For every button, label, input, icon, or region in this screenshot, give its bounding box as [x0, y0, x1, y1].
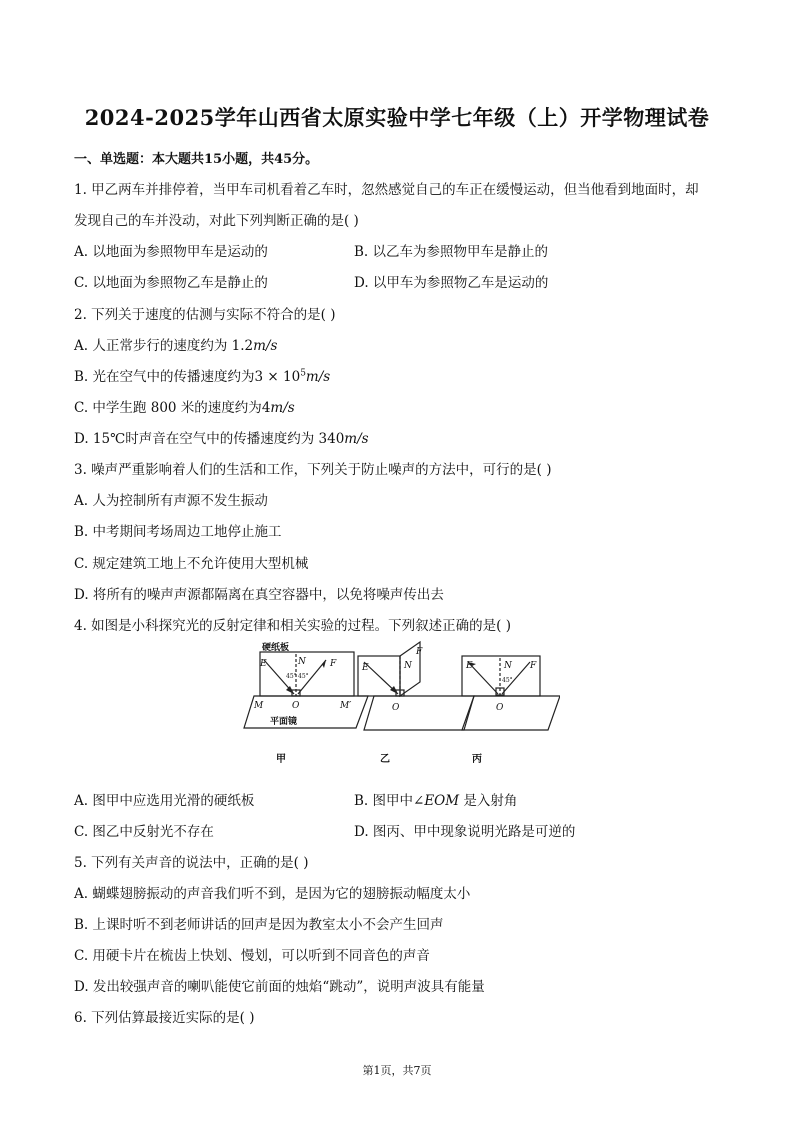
q2-b-unit: m/s	[305, 369, 331, 385]
caption-jia: 甲	[276, 754, 286, 765]
q3-option-a: A. 人为控制所有声源不发生振动	[74, 493, 268, 509]
q5-option-d: D. 发出较强声音的喇叭能使它前面的烛焰“跳动”，说明声波具有能量	[74, 979, 485, 995]
q2-d-unit: m/s	[344, 431, 369, 447]
yi-label-f: F	[416, 647, 423, 657]
q2-a-unit: m/s	[253, 338, 278, 354]
jia-label-e: E	[260, 659, 267, 669]
jia-angle-left: 45°	[286, 673, 297, 680]
q2-option-a	[74, 334, 277, 354]
q4-option-b	[354, 789, 517, 809]
q2-c-text: C. 中学生跑	[74, 400, 147, 416]
q2-option-c	[74, 396, 295, 416]
q4-b-tail: 是入射角	[463, 793, 518, 809]
q1-stem-line2: 发现自己的车并没动，对此下列判断正确的是( )	[74, 213, 359, 229]
bing-label-n: N	[504, 661, 512, 671]
jia-label-f: F	[330, 659, 337, 669]
q2-b-exponent: 5	[300, 368, 306, 379]
label-board: 硬纸板	[262, 643, 290, 653]
bing-label-f: F	[530, 661, 537, 671]
q2-c-mid: 米的速度约为	[180, 400, 262, 416]
q2-b-value: 3 × 10	[254, 369, 301, 385]
jia-label-o: O	[292, 701, 300, 711]
yi-label-n: N	[404, 661, 412, 671]
q2-stem: 2. 下列关于速度的估测与实际不符合的是( )	[74, 307, 336, 323]
reflection-experiment-figure	[240, 638, 560, 770]
q2-c-unit: m/s	[270, 400, 295, 416]
page-footer: 第1页，共7页	[362, 1064, 432, 1077]
jia-label-m2: M′	[340, 701, 352, 711]
q4-option-c: C. 图乙中反射光不存在	[74, 824, 214, 840]
q1-option-a: A. 以地面为参照物甲车是运动的	[74, 244, 268, 260]
q2-c-value: 4	[261, 400, 271, 416]
q2-option-d	[74, 427, 369, 447]
yi-label-o: O	[392, 703, 400, 713]
bing-label-o: O	[496, 703, 504, 713]
yi-mirror	[364, 696, 474, 730]
q4-option-a: A. 图甲中应选用光滑的硬纸板	[74, 793, 255, 809]
section-heading: 一、单选题：本大题共15小题，共45分。	[74, 152, 319, 167]
q3-option-d: D. 将所有的噪声声源都隔离在真空容器中，以免将噪声传出去	[74, 587, 444, 603]
q1-option-c: C. 以地面为参照物乙车是静止的	[74, 275, 268, 291]
q4-stem: 4. 如图是小科探究光的反射定律和相关实验的过程。下列叙述正确的是( )	[74, 618, 511, 634]
jia-arrow-out	[322, 660, 326, 668]
q5-option-b: B. 上课时听不到老师讲话的回声是因为教室太小不会产生回声	[74, 917, 444, 933]
q1-option-b: B. 以乙车为参照物甲车是静止的	[354, 244, 549, 260]
q6-stem: 6. 下列估算最接近实际的是( )	[74, 1010, 255, 1026]
q2-b-text: B. 光在空气中的传播速度约为	[74, 369, 255, 385]
q5-option-a: A. 蝴蝶翅膀振动的声音我们听不到，是因为它的翅膀振动幅度太小	[74, 886, 471, 902]
bing-board	[462, 656, 540, 696]
jia-label-n: N	[298, 657, 306, 667]
bing-label-e: E	[466, 661, 473, 671]
q3-option-c: C. 规定建筑工地上不允许使用大型机械	[74, 556, 309, 572]
q2-d-text: D. 15℃时声音在空气中的传播速度约为	[74, 431, 315, 447]
q5-option-c: C. 用硬卡片在梳齿上快划、慢划，可以听到不同音色的声音	[74, 948, 430, 964]
q2-a-text: A. 人正常步行的速度约为	[74, 338, 228, 354]
q2-d-value: 340	[318, 431, 345, 447]
jia-label-m: M	[254, 701, 264, 711]
q4-option-d: D. 图丙、甲中现象说明光路是可逆的	[354, 824, 576, 840]
bing-angle: 45°	[502, 677, 513, 684]
q1-option-d: D. 以甲车为参照物乙车是运动的	[354, 275, 549, 291]
yi-label-e: E	[362, 663, 369, 673]
q1-stem-line1: 1. 甲乙两车并排停着，当甲车司机看着乙车时，忽然感觉自己的车正在缓慢运动，但当他看到地面时，却	[74, 182, 699, 198]
page-title: 2024-2025学年山西省太原实验中学七年级（上）开学物理试卷	[84, 105, 710, 130]
label-mirror: 平面镜	[270, 717, 298, 727]
q4-b-var: EOM	[424, 793, 460, 809]
jia-angle-right: 45°	[298, 673, 309, 680]
q4-b-text: B. 图甲中∠	[354, 793, 425, 809]
q3-option-b: B. 中考期间考场周边工地停止施工	[74, 524, 282, 540]
q3-stem: 3. 噪声严重影响着人们的生活和工作，下列关于防止噪声的方法中，可行的是( )	[74, 462, 552, 478]
caption-bing: 丙	[472, 754, 482, 765]
caption-yi: 乙	[380, 754, 390, 765]
q2-a-value: 1.2	[231, 338, 254, 354]
q2-c-number: 800	[150, 400, 177, 416]
q2-option-b	[74, 365, 330, 385]
bing-mirror	[462, 696, 560, 730]
q5-stem: 5. 下列有关声音的说法中，正确的是( )	[74, 855, 309, 871]
